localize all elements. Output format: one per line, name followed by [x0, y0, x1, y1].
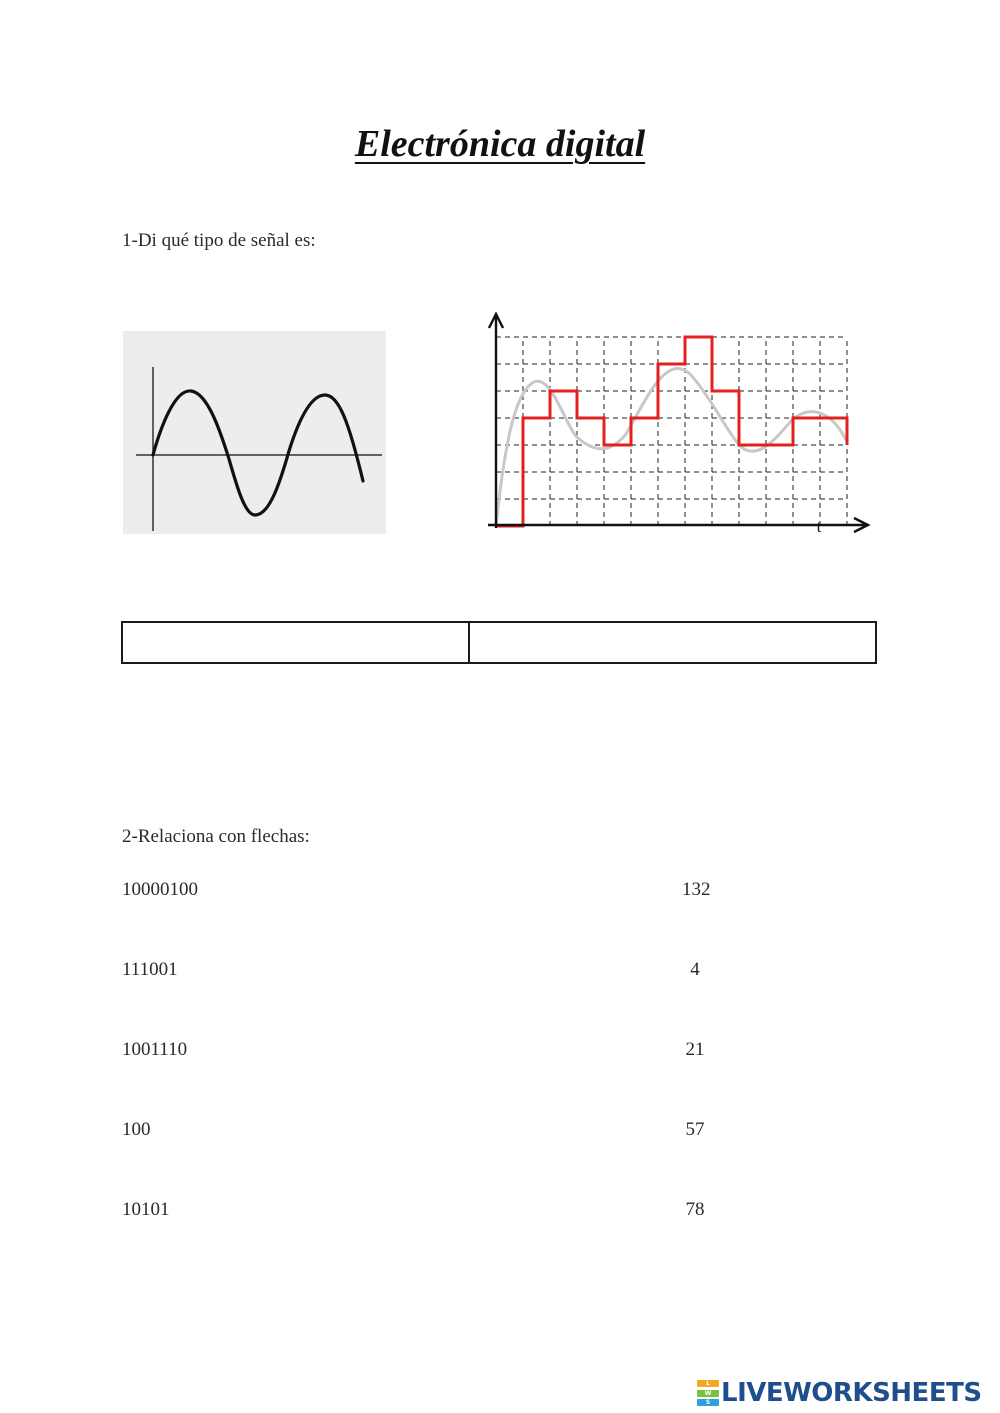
decimal-value[interactable]: 132 [682, 879, 711, 900]
binary-value[interactable]: 111001 [122, 959, 178, 980]
brand-name: LIVEWORKSHEETS [721, 1378, 982, 1408]
analog-signal-figure [123, 331, 386, 534]
signal-answer-table [121, 621, 877, 664]
sine-wave-curve [153, 391, 363, 515]
page-title: Electrónica digital [354, 123, 646, 165]
liveworksheets-logo-icon [697, 1380, 719, 1406]
binary-value[interactable]: 10000100 [122, 879, 198, 900]
match-row [122, 1039, 762, 1067]
answer-cell-analog[interactable] [123, 623, 470, 662]
question-2-prompt: 2-Relaciona con flechas: [122, 826, 310, 847]
x-axis-label-t: t [816, 517, 822, 536]
logo-letter: L [697, 1380, 719, 1387]
decimal-value[interactable]: 21 [685, 1039, 705, 1060]
digital-signal-figure [470, 300, 880, 545]
binary-value[interactable]: 100 [122, 1119, 151, 1140]
match-row [122, 1119, 762, 1147]
question-1-prompt: 1-Di qué tipo de señal es: [122, 230, 316, 251]
decimal-value[interactable]: 57 [685, 1119, 705, 1140]
liveworksheets-brand [697, 1378, 982, 1408]
decimal-value[interactable]: 78 [685, 1199, 705, 1220]
match-row [122, 879, 762, 907]
match-row [122, 1199, 762, 1227]
digital-step-signal [496, 337, 847, 526]
match-row [122, 959, 762, 987]
decimal-value[interactable]: 4 [690, 959, 700, 980]
binary-value[interactable]: 1001110 [122, 1039, 188, 1060]
answer-cell-digital[interactable] [470, 623, 875, 662]
logo-letter: W [697, 1390, 719, 1397]
binary-value[interactable]: 10101 [122, 1199, 170, 1220]
logo-letter: S [697, 1399, 719, 1406]
